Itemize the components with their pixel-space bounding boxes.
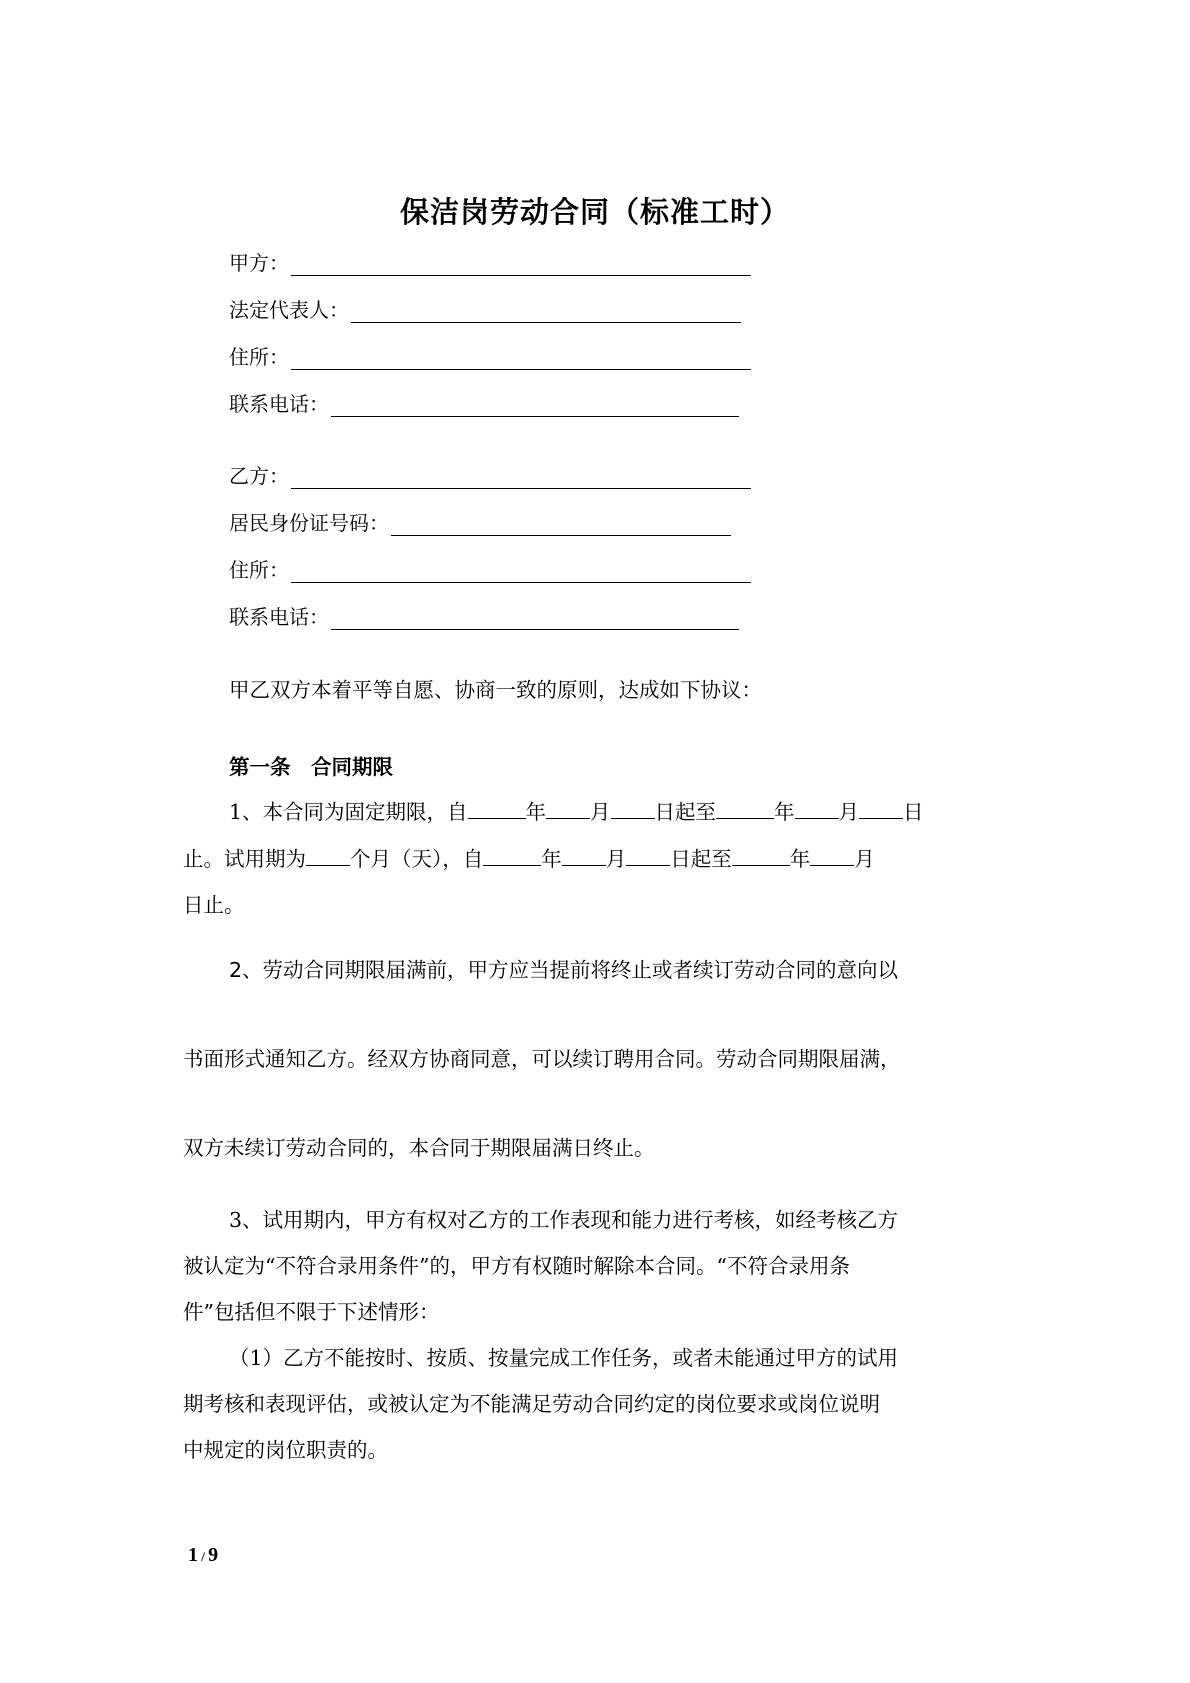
party-a-rep-blank[interactable] [351,296,741,323]
intro-paragraph: 甲乙双方本着平等自愿、协商一致的原则，达成如下协议： [229,678,762,702]
party-a-phone-label: 联系电话： [229,392,329,416]
start-day-blank[interactable] [611,796,655,819]
party-b-phone-field[interactable] [229,600,739,630]
start-month-blank[interactable] [546,796,590,819]
party-b-id-field[interactable] [229,506,731,536]
party-a-address-label: 住所： [229,345,289,369]
party-b-address-label: 住所： [229,558,289,582]
party-b-name-blank[interactable] [291,462,751,489]
item-1-line-1: （1）乙方不能按时、按质、按量完成工作任务，或者未能通过甲方的试用 [229,1346,899,1370]
party-a-name-label: 甲方： [229,251,289,275]
item-1-line-2: 期考核和表现评估，或被认定为不能满足劳动合同约定的岗位要求或岗位说明 [183,1392,880,1416]
end-month-blank[interactable] [795,796,839,819]
contract-title: 保洁岗劳动合同（标准工时） [399,195,790,229]
probation-start-day-blank[interactable] [626,843,670,866]
probation-start-year-blank[interactable] [483,843,541,866]
party-b-id-blank[interactable] [391,509,731,536]
end-day-blank[interactable] [859,796,903,819]
page-separator: / [198,1549,209,1564]
party-a-address-blank[interactable] [291,343,751,370]
start-year-blank[interactable] [468,796,526,819]
clause-3-line-3: 件”包括但不限于下述情形： [183,1300,440,1324]
party-b-id-label: 居民身份证号码： [229,511,389,535]
party-a-name-field[interactable] [229,246,751,276]
article-1-heading: 第一条 合同期限 [229,755,393,779]
item-1-line-3: 中规定的岗位职责的。 [183,1438,388,1462]
probation-start-month-blank[interactable] [562,843,606,866]
end-year-blank[interactable] [716,796,774,819]
party-b-name-field[interactable] [229,459,751,489]
probation-end-year-blank[interactable] [732,843,790,866]
total-pages: 9 [208,1544,219,1566]
party-a-rep-field[interactable] [229,293,741,323]
clause-2-line-2: 书面形式通知乙方。经双方协商同意，可以续订聘用合同。劳动合同期限届满， [183,1047,901,1071]
party-b-address-field[interactable] [229,553,751,583]
clause-2-line-3: 双方未续订劳动合同的，本合同于期限届满日终止。 [183,1136,655,1160]
current-page: 1 [188,1544,198,1566]
party-a-address-field[interactable] [229,340,751,370]
probation-end-month-blank[interactable] [810,843,854,866]
clause-1-line-3: 日止。 [183,893,245,917]
party-a-name-blank[interactable] [291,249,751,276]
clause-3-line-1: 3、试用期内，甲方有权对乙方的工作表现和能力进行考核，如经考核乙方 [229,1208,899,1232]
party-a-rep-label: 法定代表人： [229,298,349,322]
clause-2-line-1: 2、劳动合同期限届满前，甲方应当提前将终止或者续订劳动合同的意向以 [229,958,899,982]
party-b-phone-blank[interactable] [331,603,739,630]
page-number [188,1544,218,1567]
party-b-address-blank[interactable] [291,556,751,583]
clause-1-line-2: 止。试用期为 个月（天），自 年 月 日起至 年 月 [183,843,875,874]
party-b-name-label: 乙方： [229,464,289,488]
party-a-phone-field[interactable] [229,387,739,417]
clause-3-line-2: 被认定为“不符合录用条件”的，甲方有权随时解除本合同。“不符合录用条 [183,1254,850,1278]
clause-1-line-1: 1、本合同为固定期限，自 年 月 日起至 年 月 日 [229,796,924,827]
party-a-phone-blank[interactable] [331,390,739,417]
probation-length-blank[interactable] [306,843,350,866]
party-b-phone-label: 联系电话： [229,605,329,629]
